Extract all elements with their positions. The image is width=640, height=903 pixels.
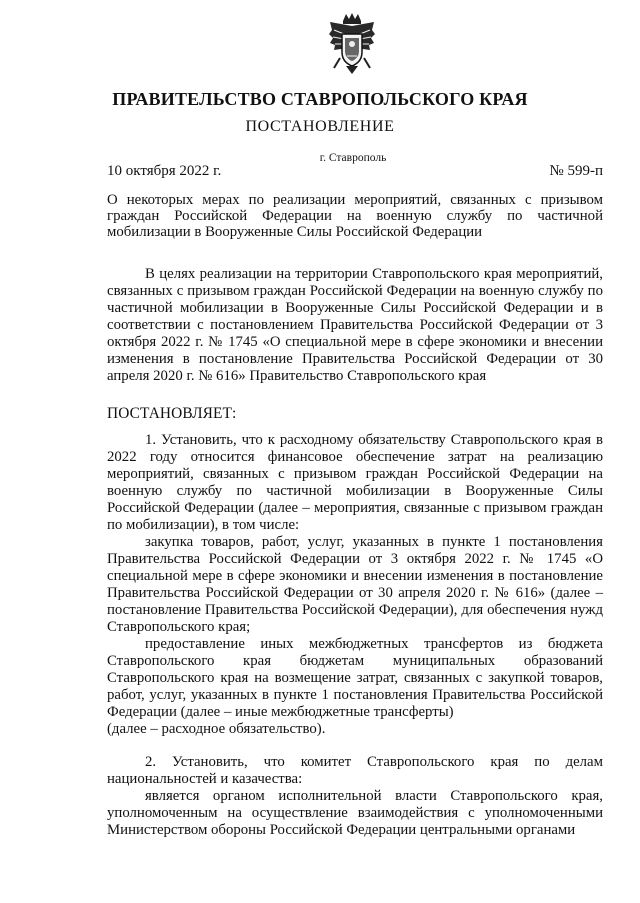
document-body <box>107 266 603 839</box>
paragraph-1-item-a: закупка товаров, работ, услуг, указанных в пункте 1 постановления Правительства Российской Федерации от 3 октября 2022 г. № 1745 «О специальной мере в сфере экономики и внесении изменения в постановление Правительства Российской Федерации от 30 апреля 2020 г. № 616» (далее – постановление Правительства Российской Федерации), для обеспечения нужд Ставропольского края; <box>107 534 603 635</box>
paragraph-2: 2. Установить, что комитет Ставропольского края по делам национальностей и казачества: <box>107 754 603 787</box>
document-date: 10 октября 2022 г. <box>107 163 222 179</box>
paragraph-1-tail: (далее – расходное обязательство). <box>107 721 326 737</box>
resolves-heading: ПОСТАНОВЛЯЕТ: <box>107 405 237 422</box>
coat-of-arms-icon <box>326 12 378 78</box>
document-type: ПОСТАНОВЛЕНИЕ <box>245 118 395 135</box>
document-city: г. Ставрополь <box>319 152 387 164</box>
organization-title: ПРАВИТЕЛЬСТВО СТАВРОПОЛЬСКОГО КРАЯ <box>112 89 528 109</box>
preamble-paragraph: В целях реализации на территории Ставропольского края мероприятий, связанных с призывом граждан Российской Федерации на военную службу по частичной мобилизации в Вооруженные Силы Российской Федерации и в соответствии с постановлением Правительства Российской Федерации от 3 октября 2022 г. № 1745 «О специальной мере в сфере экономики и внесении изменения в постановление Правительства Российской Федерации от 30 апреля 2020 г. № 616» Правительство Ставропольского края <box>107 266 603 384</box>
document-number: № 599-п <box>549 163 603 179</box>
paragraph-2-item-a: является органом исполнительной власти Ставропольского края, уполномоченным на осуществление взаимодействия с уполномоченными Министерством обороны Российской Федерации центральными органами <box>107 788 603 838</box>
paragraph-1-item-b: предоставление иных межбюджетных трансфертов из бюджета Ставропольского края бюджетам муниципальных образований Ставропольского края на возмещение затрат, связанных с закупкой товаров, работ, услуг, указанных в пункте 1 постановления Правительства Российской Федерации (далее – иные межбюджетные трансферты) <box>107 636 603 720</box>
paragraph-1: 1. Установить, что к расходному обязательству Ставропольского края в 2022 году относится финансовое обеспечение затрат на реализацию мероприятий, связанных с призывом граждан Российской Федерации на военную службу по частичной мобилизации в Вооруженные Силы Российской Федерации (далее – мероприятия, связанные с призывом граждан по мобилизации), в том числе: <box>107 432 603 533</box>
document-title: О некоторых мерах по реализации мероприятий, связанных с призывом граждан Российской Федерации на военную службу по частичной мобилизации в Вооруженные Силы Российской Федерации <box>107 192 603 240</box>
